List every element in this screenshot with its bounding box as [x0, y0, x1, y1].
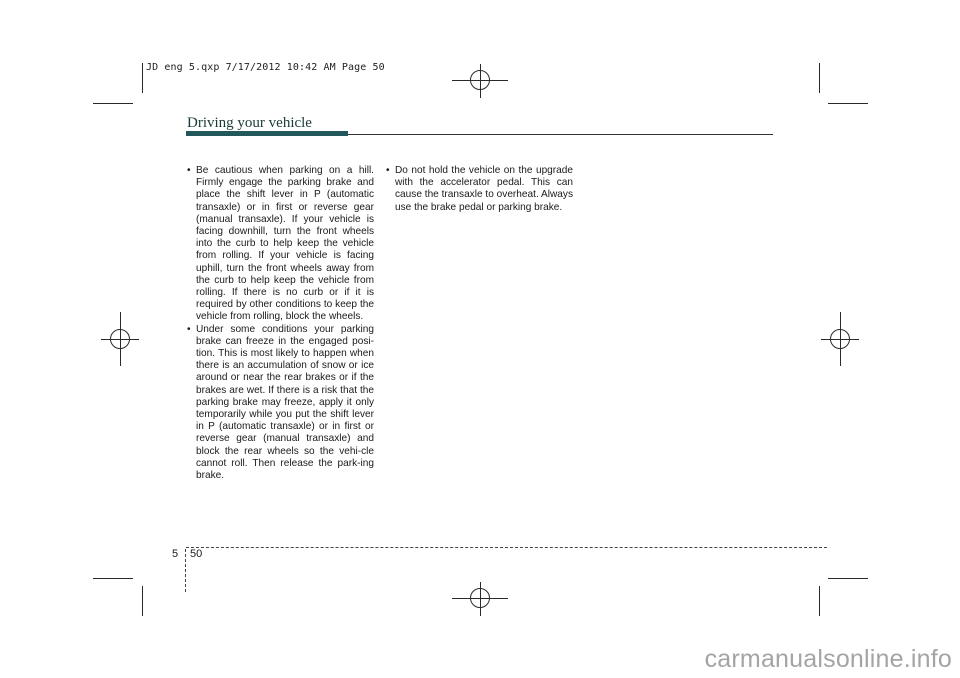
header-accent-bar — [186, 131, 348, 136]
crop-mark — [819, 586, 820, 616]
footer-divider — [185, 549, 186, 592]
section-title: Driving your vehicle — [187, 115, 312, 131]
right-column — [386, 165, 573, 214]
bullet-item: • Be cautious when parking on a hill. Firmly engage the parking brake and place the shift lever in P (automatic transaxle) or in first or reverse gear (manual transaxle). If your vehicle is facing downhill, turn the front wheels into the curb to help keep the vehicle from rolling. If your vehicle is facing uphill, turn the front wheels away from the curb to help keep the vehicle from rolling. If there is no curb or if it is required by other conditions to keep the vehicle from rolling, block the wheels. — [187, 165, 374, 324]
bullet-item: • Do not hold the vehicle on the upgrade with the accelerator pedal. This can cause the transaxle to overheat. Always use the brake pedal or parking brake. — [386, 165, 573, 214]
crop-mark — [142, 586, 143, 616]
crop-mark — [828, 578, 868, 579]
header-rule — [348, 134, 773, 135]
crop-mark — [828, 103, 868, 104]
page-number: 50 — [190, 548, 203, 560]
bullet-item: • Under some conditions your parking brake can freeze in the engaged posi-tion. This is most likely to happen when there is an accumulation of snow or ice around or near the rear brakes or if the brakes are wet. If there is a risk that the parking brake may freeze, apply it only temporarily while you put the shift lever in P (automatic transaxle) or in first or reverse gear (manual transaxle) and block the rear wheels so the vehi-cle cannot roll. Then release the park-ing brake. — [187, 324, 374, 483]
footer-rule — [186, 547, 827, 548]
crop-mark — [93, 103, 133, 104]
left-column — [187, 165, 374, 482]
registration-mark-line — [840, 312, 841, 366]
registration-mark-line — [480, 582, 481, 616]
crop-mark — [142, 63, 143, 93]
crop-mark — [819, 63, 820, 93]
crop-mark — [93, 578, 133, 579]
chapter-number: 5 — [172, 548, 179, 560]
print-slug-line: JD eng 5.qxp 7/17/2012 10:42 AM Page 50 — [146, 62, 385, 73]
site-watermark: carmanualsonline.info — [704, 645, 952, 673]
registration-mark-line — [480, 64, 481, 98]
registration-mark-line — [120, 312, 121, 366]
